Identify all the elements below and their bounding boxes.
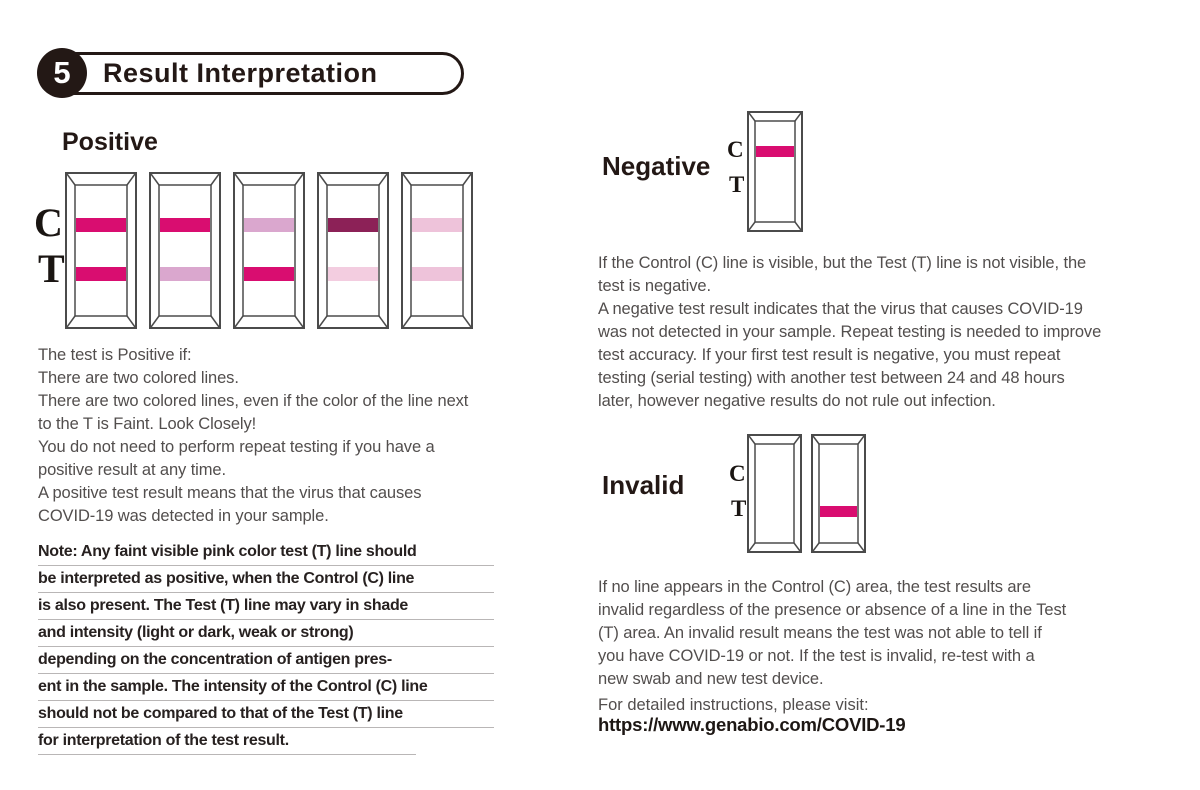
positive-cassette-1 (65, 172, 137, 329)
text-line: should not be compared to that of the Test (T) line (38, 701, 494, 728)
positive-cassette-4 (317, 172, 389, 329)
text-line: Note: Any faint visible pink color test (T) line should (38, 539, 494, 566)
text-line: test is negative. (598, 277, 711, 295)
text-line: is also present. The Test (T) line may vary in shade (38, 593, 494, 620)
text-line: depending on the concentration of antigen pres- (38, 647, 494, 674)
text-line: new swab and new test device. (598, 670, 824, 688)
text-line: you have COVID-19 or not. If the test is invalid, re-test with a (598, 647, 1035, 665)
text-line: If no line appears in the Control (C) area, the test results are (598, 578, 1031, 596)
positive-heading: Positive (62, 128, 158, 156)
invalid-cassette-2 (811, 434, 866, 553)
positive-cassette-row (65, 172, 473, 329)
test-line-label: T (38, 246, 65, 291)
text-line: be interpreted as positive, when the Control (C) line (38, 566, 494, 593)
test-line-label: T (731, 496, 747, 521)
positive-note (38, 539, 494, 755)
control-line-label: C (727, 137, 744, 162)
positive-cassette-3 (233, 172, 305, 329)
positive-cassette-5 (401, 172, 473, 329)
control-line-label: C (34, 200, 63, 245)
text-line: A negative test result indicates that the virus that causes COVID-19 (598, 300, 1083, 318)
text-line: invalid regardless of the presence or absence of a line in the Test (598, 601, 1067, 619)
text-line: ent in the sample. The intensity of the Control (C) line (38, 674, 494, 701)
text-line: A positive test result means that the virus that causes (38, 484, 422, 502)
text-line: to the T is Faint. Look Closely! (38, 415, 257, 433)
text-line: The test is Positive if: (38, 346, 192, 364)
text-line: and intensity (light or dark, weak or strong) (38, 620, 494, 647)
text-line: testing (serial testing) with another test between 24 and 48 hours (598, 369, 1065, 387)
text-line: later, however negative results do not rule out infection. (598, 392, 996, 410)
step-number: 5 (53, 55, 71, 90)
text-line: for interpretation of the test result. (38, 728, 416, 755)
negative-cassette (747, 111, 803, 232)
invalid-cassette-1 (747, 434, 802, 553)
text-line: If the Control (C) line is visible, but the Test (T) line is not visible, the (598, 254, 1087, 272)
text-line: was not detected in your sample. Repeat testing is needed to improve (598, 323, 1102, 341)
text-line: There are two colored lines. (38, 369, 239, 387)
text-line: positive result at any time. (38, 461, 226, 479)
test-line-label: T (729, 172, 745, 197)
text-line: test accuracy. If your first test result is negative, you must repeat (598, 346, 1061, 364)
text-line: There are two colored lines, even if the color of the line next (38, 392, 469, 410)
positive-description (38, 344, 586, 528)
text-line: (T) area. An invalid result means the test was not able to tell if (598, 624, 1042, 642)
section-header-pill (40, 52, 464, 95)
footer-url: https://www.genabio.com/COVID-19 (598, 714, 906, 735)
text-line: COVID-19 was detected in your sample. (38, 507, 329, 525)
negative-heading: Negative (602, 151, 711, 181)
text-line: You do not need to perform repeat testing if you have a (38, 438, 435, 456)
step-number-badge (37, 48, 87, 98)
section-title: Result Interpretation (103, 58, 378, 88)
negative-description (598, 252, 1190, 413)
invalid-description (598, 576, 1190, 691)
control-line-label: C (729, 461, 746, 486)
footer-visit-text: For detailed instructions, please visit: (598, 696, 869, 714)
invalid-heading: Invalid (602, 470, 685, 500)
invalid-cassette-row (747, 434, 866, 553)
positive-cassette-2 (149, 172, 221, 329)
